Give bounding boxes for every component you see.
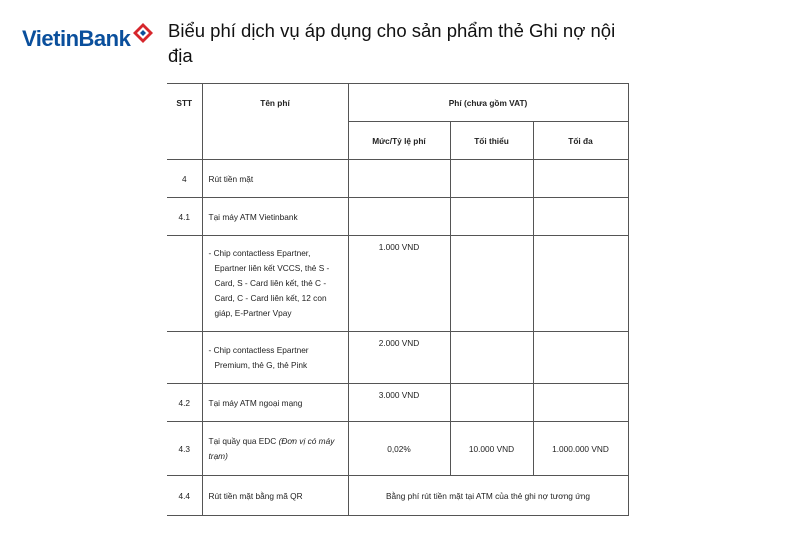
row-rate: 0,02% — [348, 422, 450, 476]
row-stt: 4 — [167, 160, 202, 198]
row-min — [450, 236, 533, 332]
row-rate — [348, 198, 450, 236]
logo-text: VietinBank — [22, 26, 131, 51]
row-max — [533, 198, 628, 236]
row-name-note: (Đơn vị có máy trạm) — [208, 435, 335, 461]
header-fee-name: Tên phí — [202, 84, 348, 160]
header-stt: STT — [167, 84, 202, 160]
header-min: Tối thiểu — [450, 122, 533, 160]
row-min — [450, 198, 533, 236]
row-name: Rút tiền mặt — [202, 160, 348, 198]
row-stt: 4.2 — [167, 384, 202, 422]
row-min — [450, 332, 533, 384]
header-rate: Mức/Tỷ lệ phí — [348, 122, 450, 160]
row-rate: 3.000 VND — [348, 384, 450, 422]
row-min — [450, 384, 533, 422]
row-merged-fee: Bằng phí rút tiền mặt tại ATM của thẻ ghi nợ tương ứng — [348, 476, 628, 516]
row-rate: 2.000 VND — [348, 332, 450, 384]
row-rate: 1.000 VND — [348, 236, 450, 332]
row-name: Tại quầy qua EDC (Đơn vị có máy trạm) — [202, 422, 348, 476]
table-row — [167, 332, 628, 384]
table-row — [167, 198, 628, 236]
page-title: Biểu phí dịch vụ áp dụng cho sản phẩm thẻ Ghi nợ nội địa — [168, 20, 616, 66]
row-stt: 4.3 — [167, 422, 202, 476]
row-name: - Chip contactless Epartner, Epartner liên kết VCCS, thẻ S - Card, S - Card liên kết, thẻ C - Card, C - Card liên kết, 12 con giáp, E-Partner Vpay — [202, 236, 348, 332]
row-name: Rút tiền mặt bằng mã QR — [202, 476, 348, 516]
row-name: - Chip contactless Epartner Premium, thẻ G, thẻ Pink — [202, 332, 348, 384]
row-stt: 4.1 — [167, 198, 202, 236]
table-row — [167, 160, 628, 198]
fee-table — [167, 83, 629, 516]
header-max: Tối đa — [533, 122, 628, 160]
row-max — [533, 236, 628, 332]
table-row — [167, 236, 628, 332]
row-stt — [167, 236, 202, 332]
row-max: 1.000.000 VND — [533, 422, 628, 476]
row-max — [533, 384, 628, 422]
vietinbank-emblem-icon — [132, 22, 154, 44]
row-name: Tại máy ATM Vietinbank — [202, 198, 348, 236]
row-name: Tại máy ATM ngoại mạng — [202, 384, 348, 422]
header-fee-group: Phí (chưa gồm VAT) — [348, 84, 628, 122]
row-max — [533, 160, 628, 198]
vietinbank-logo — [22, 22, 154, 50]
row-min: 10.000 VND — [450, 422, 533, 476]
row-rate — [348, 160, 450, 198]
table-row — [167, 422, 628, 476]
row-max — [533, 332, 628, 384]
row-stt: 4.4 — [167, 476, 202, 516]
row-min — [450, 160, 533, 198]
table-row — [167, 384, 628, 422]
table-row — [167, 476, 628, 516]
row-stt — [167, 332, 202, 384]
